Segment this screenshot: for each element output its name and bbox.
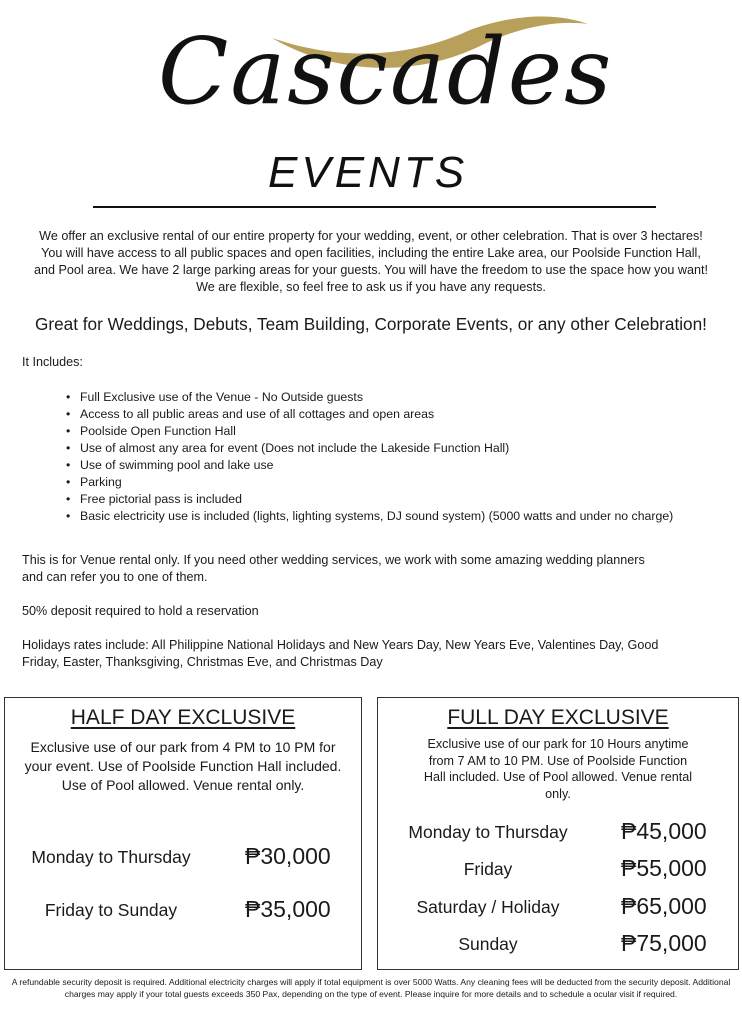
tagline: Great for Weddings, Debuts, Team Building, Corporate Events, or any other Celebration! xyxy=(35,314,707,334)
rate-row xyxy=(5,896,361,926)
divider xyxy=(93,206,656,208)
rate-day: Monday to Thursday xyxy=(408,822,568,842)
logo-events-text: EVENTS xyxy=(268,148,469,197)
rate-row xyxy=(378,818,738,848)
rate-row xyxy=(5,843,361,873)
rate-price: ₱35,000 xyxy=(245,896,331,922)
rate-price: ₱30,000 xyxy=(245,843,331,869)
footnote: A refundable security deposit is required. Additional electricity charges will apply if total equipment is over 5000 Watts. Any cleaning fees will be deducted from the security deposit. Additional charges may apply if your total guests exceeds 350 Pax, depending on the type of event. Please inquire for more details and to schedule a ocular visit if required. xyxy=(11,977,731,999)
list-item: • Poolside Open Function Hall xyxy=(62,423,673,440)
rate-price: ₱75,000 xyxy=(621,930,707,956)
rate-price: ₱45,000 xyxy=(621,818,707,844)
rate-day: Friday to Sunday xyxy=(44,900,178,920)
half-day-box xyxy=(4,697,362,970)
half-day-title: HALF DAY EXCLUSIVE xyxy=(70,706,296,729)
full-day-title: FULL DAY EXCLUSIVE xyxy=(447,706,669,729)
list-item: • Parking xyxy=(62,474,673,491)
rate-day: Saturday / Holiday xyxy=(416,897,560,917)
holidays-note: Holidays rates include: All Philippine National Holidays and New Years Day, New Years Eve, Valentines Day, Good Friday, Easter, Thanksgiving, Christmas Eve, and Christmas Day xyxy=(22,638,659,669)
rate-price: ₱55,000 xyxy=(621,855,707,881)
logo-script-text: Cascades xyxy=(158,18,614,125)
list-item: • Use of swimming pool and lake use xyxy=(62,457,673,474)
rate-price: ₱65,000 xyxy=(621,893,707,919)
list-item: • Use of almost any area for event (Does not include the Lakeside Function Hall) xyxy=(62,440,673,457)
rate-day: Monday to Thursday xyxy=(31,847,191,867)
includes-list xyxy=(62,389,673,525)
full-day-description: Exclusive use of our park for 10 Hours anytime from 7 AM to 10 PM. Use of Poolside Function Hall included. Use of Pool allowed. Venue rental only. xyxy=(423,737,693,801)
list-item: • Free pictorial pass is included xyxy=(62,491,673,508)
rate-day: Friday xyxy=(463,859,513,879)
logo xyxy=(0,0,742,205)
intro-paragraph: We offer an exclusive rental of our entire property for your wedding, event, or other celebration. That is over 3 hectares! You will have access to all public spaces and open facilities, including the entire Lake area, our Poolside Function Hall, and Pool area. We have 2 large parking areas for your guests. You will have the freedom to use the space how you want! We are flexible, so feel free to ask us if you have any requests. xyxy=(34,229,708,294)
rate-row xyxy=(378,855,738,885)
rate-row xyxy=(378,930,738,960)
rate-day: Sunday xyxy=(458,934,518,954)
full-day-box xyxy=(377,697,739,970)
venue-only-note: This is for Venue rental only. If you need other wedding services, we work with some amazing wedding planners and can refer you to one of them. xyxy=(22,553,645,584)
list-item: • Basic electricity use is included (lights, lighting systems, DJ sound system) (5000 watts and under no charge) xyxy=(62,508,673,525)
list-item: • Full Exclusive use of the Venue - No Outside guests xyxy=(62,389,673,406)
deposit-note: 50% deposit required to hold a reservation xyxy=(22,604,259,618)
half-day-description: Exclusive use of our park from 4 PM to 10 PM for your event. Use of Poolside Function Hall included. Use of Pool allowed. Venue rental only. xyxy=(24,739,342,793)
list-item: • Access to all public areas and use of all cottages and open areas xyxy=(62,406,673,423)
includes-label: It Includes: xyxy=(22,355,83,369)
rate-row xyxy=(378,893,738,923)
